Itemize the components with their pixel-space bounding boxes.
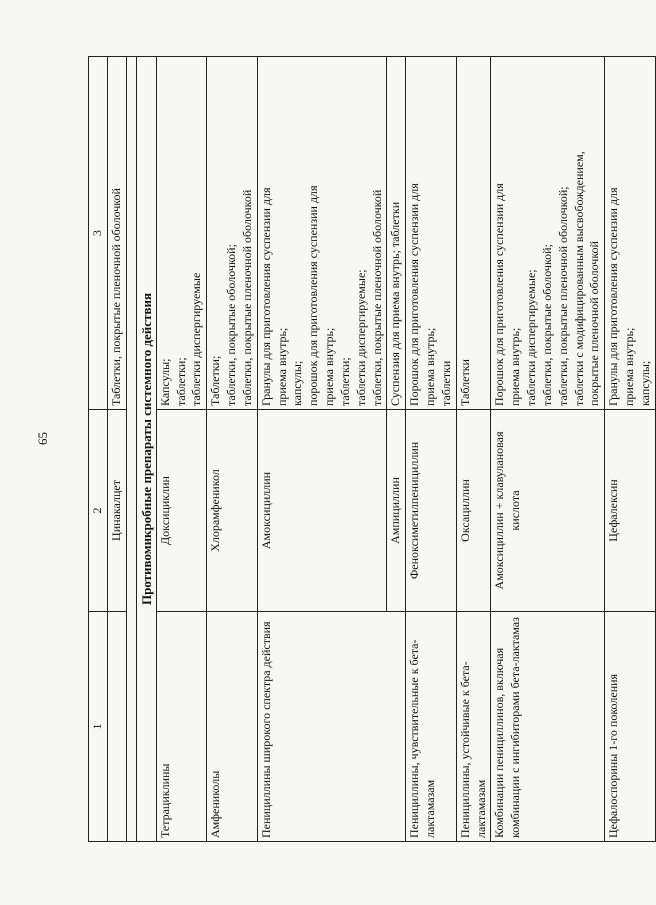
form-line: таблетки;: [173, 357, 188, 406]
header-col-1: 1: [89, 612, 108, 842]
form-line: приема внутрь;: [508, 327, 523, 406]
group-cell: Цефалоспорины 1-го поколения: [605, 612, 655, 842]
form-line: Таблетки, покрытые пленочной оболочкой: [108, 188, 123, 406]
table-row: [406, 57, 456, 842]
form-line: Порошок для приготовления суспензии для: [407, 183, 422, 406]
form-line: таблетки, покрытые пленочной оболочкой: [239, 189, 254, 406]
spacer-row: [126, 57, 136, 842]
drug-cell: Хлорамфеникол: [207, 410, 257, 612]
header-row: [89, 57, 108, 842]
form-line: таблетки диспергируемые: [189, 272, 204, 406]
rotated-page: [88, 56, 652, 842]
form-line: Таблетки;: [208, 355, 223, 406]
table-row: [207, 57, 257, 842]
form-line: Гранулы для приготовления суспензии для: [258, 187, 273, 406]
form-line: таблетки диспергируемые;: [353, 269, 368, 406]
forms-cell: [156, 57, 206, 410]
forms-cell: [257, 57, 387, 410]
form-line: таблетки, покрытые оболочкой;: [539, 244, 554, 406]
form-line: Капсулы;: [157, 358, 172, 406]
drug-cell: Оксациллин: [456, 410, 491, 612]
table-row: [156, 57, 206, 842]
group-cell: Тетрациклины: [156, 612, 206, 842]
form-line: таблетки, покрытые оболочкой;: [224, 244, 239, 406]
section-title: Противомикробные препараты системного действия: [136, 57, 156, 842]
form-line: приема внутрь;: [622, 327, 636, 406]
drug-cell: Феноксиметилпенициллин: [406, 410, 456, 612]
forms-cell: [456, 57, 491, 410]
drug-cell: Цинакалцет: [107, 410, 126, 612]
form-line: Гранулы для приготовления суспензии для: [606, 187, 621, 406]
form-line: Таблетки: [457, 359, 472, 406]
form-line: покрытые пленочной оболочкой: [587, 241, 602, 406]
table-row: [605, 57, 655, 842]
drug-cell: Доксициклин: [156, 410, 206, 612]
group-cell: [107, 612, 126, 842]
form-line: таблетки, покрытые пленочной оболочкой: [369, 189, 384, 406]
table-row: [456, 57, 491, 842]
drug-cell: Амоксициллин: [257, 410, 387, 612]
header-col-2: 2: [89, 410, 108, 612]
forms-cell: [207, 57, 257, 410]
forms-cell: [406, 57, 456, 410]
forms-cell: [491, 57, 605, 410]
table-row: [257, 57, 387, 842]
form-line: порошок для приготовления суспензии для: [306, 185, 321, 406]
drug-cell: Ампициллин: [387, 410, 406, 612]
forms-cell: [605, 57, 655, 410]
table-row: [491, 57, 605, 842]
header-col-3: 3: [89, 57, 108, 410]
drug-cell: Амоксициллин + клавулановая кислота: [491, 410, 605, 612]
form-line: таблетки, покрытые пленочной оболочкой;: [555, 186, 570, 406]
group-cell: Пенициллины, чувствительные к бета-лактамазам: [406, 612, 456, 842]
forms-cell: [107, 57, 126, 410]
form-line: Суспензия для приема внутрь; таблетки: [388, 201, 403, 406]
form-line: таблетки;: [337, 357, 352, 406]
page-number: 65: [35, 432, 50, 445]
drug-cell: Цефалексин: [605, 410, 655, 612]
form-line: приема внутрь;: [423, 327, 438, 406]
form-line: приема внутрь;: [274, 327, 289, 406]
form-line: капсулы;: [637, 360, 652, 406]
form-line: Порошок для приготовления суспензии для: [492, 183, 507, 406]
form-line: капсулы;: [290, 360, 305, 406]
section-row: [136, 57, 156, 842]
group-cell: Амфениколы: [207, 612, 257, 842]
form-line: таблетки диспергируемые;: [524, 269, 539, 406]
drug-table: [88, 56, 656, 842]
forms-cell: [387, 57, 406, 410]
table-row: [107, 57, 126, 842]
group-cell: Комбинации пенициллинов, включая комбинации с ингибиторами бета-лактамаз: [491, 612, 605, 842]
form-line: таблетки с модифицированным высвобождением,: [571, 151, 586, 406]
group-cell: Пенициллины широкого спектра действия: [257, 612, 405, 842]
form-line: приема внутрь;: [322, 327, 337, 406]
group-cell: Пенициллины, устойчивые к бета-лактамазам: [456, 612, 491, 842]
form-line: таблетки: [438, 360, 453, 406]
